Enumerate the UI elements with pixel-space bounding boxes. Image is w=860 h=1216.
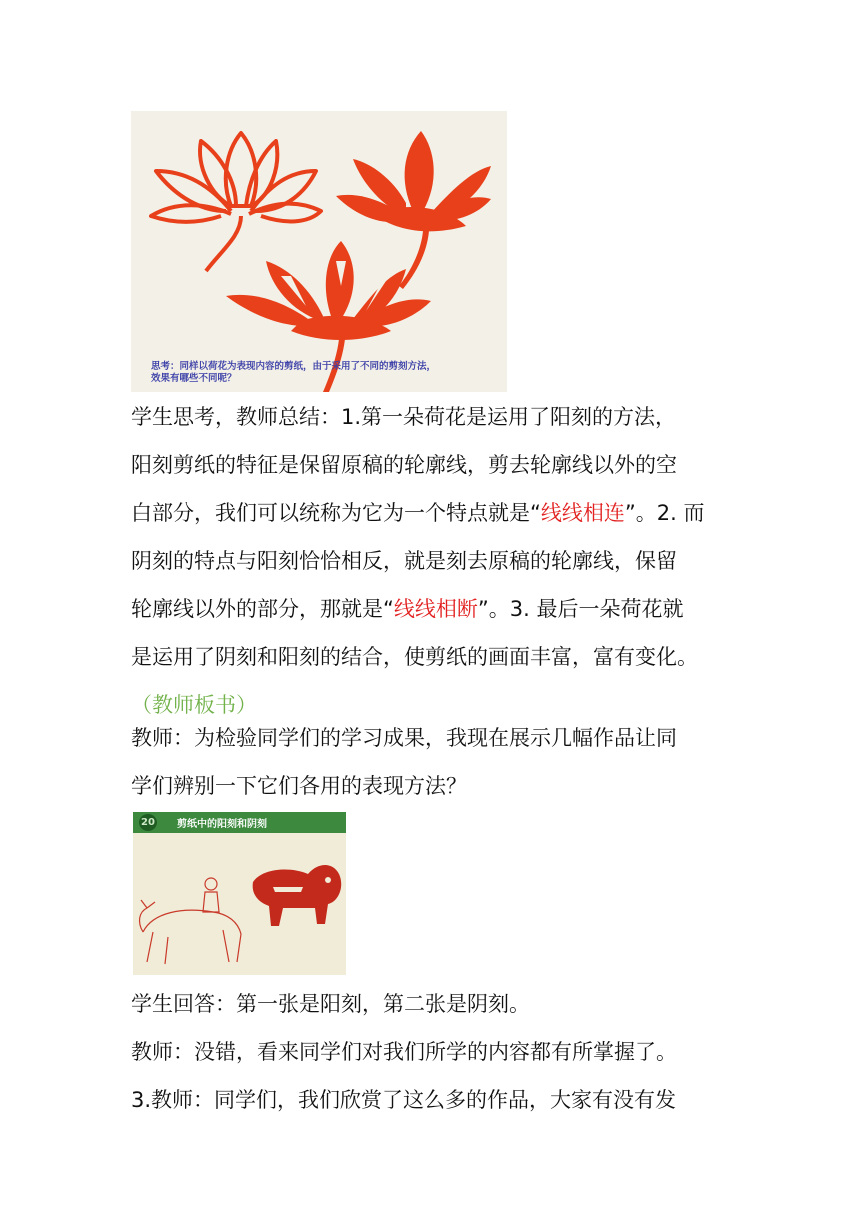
figure-caption <box>151 361 436 385</box>
text-segment: 白部分，我们可以统称为它为一个特点就是“ <box>131 501 541 525</box>
lotus-papercut-image <box>131 111 507 392</box>
teacher-question: 3.教师：同学们，我们欣赏了这么多的作品，大家有没有发 <box>131 1088 677 1112</box>
highlight-term: 线线相断 <box>393 597 478 621</box>
paragraph-line: 阳刻剪纸的特征是保留原稿的轮廓线，剪去轮廓线以外的空 <box>131 453 677 477</box>
paragraph-line: 学生思考，教师总结：1.第一朵荷花是运用了阳刻的方法， <box>131 405 677 429</box>
board-note: （教师板书） <box>131 693 257 717</box>
page-number-badge: 20 <box>139 814 157 831</box>
student-answer: 学生回答：第一张是阳刻，第二张是阴刻。 <box>131 992 530 1016</box>
text-segment: 轮廓线以外的部分，那就是“ <box>131 597 394 621</box>
lotus-illustration <box>131 111 507 392</box>
teacher-question-line: 学们辨别一下它们各用的表现方法？ <box>131 774 467 798</box>
teacher-question-line: 教师：为检验同学们的学习成果，我现在展示几幅作品让同 <box>131 726 677 750</box>
teacher-summary-paragraph <box>131 393 731 729</box>
paragraph-line <box>131 489 731 537</box>
caption-line: 效果有哪些不同呢？ <box>151 373 237 384</box>
caption-line: 思考：同样以荷花为表现内容的剪纸，由于采用了不同的剪刻方法， <box>151 361 437 372</box>
highlight-term: 线线相连 <box>540 501 625 525</box>
lion-papercut <box>253 865 342 926</box>
teacher-reply: 教师：没错，看来同学们对我们所学的内容都有所掌握了。 <box>131 1040 677 1064</box>
ox-papercut <box>140 878 241 964</box>
textbook-page-image <box>133 812 346 975</box>
text-segment: ”。2. 而 <box>624 501 705 525</box>
text-segment: ”。3. 最后一朵荷花就 <box>477 597 684 621</box>
paragraph-line <box>131 585 731 633</box>
paragraph-line: 是运用了阴刻和阳刻的结合，使剪纸的画面丰富，富有变化。 <box>131 645 698 669</box>
paragraph-line: 阴刻的特点与阳刻恰恰相反，就是刻去原稿的轮廓线，保留 <box>131 549 677 573</box>
papercut-animals <box>133 812 346 975</box>
textbook-title: 剪纸中的阳刻和阴刻 <box>177 819 267 830</box>
